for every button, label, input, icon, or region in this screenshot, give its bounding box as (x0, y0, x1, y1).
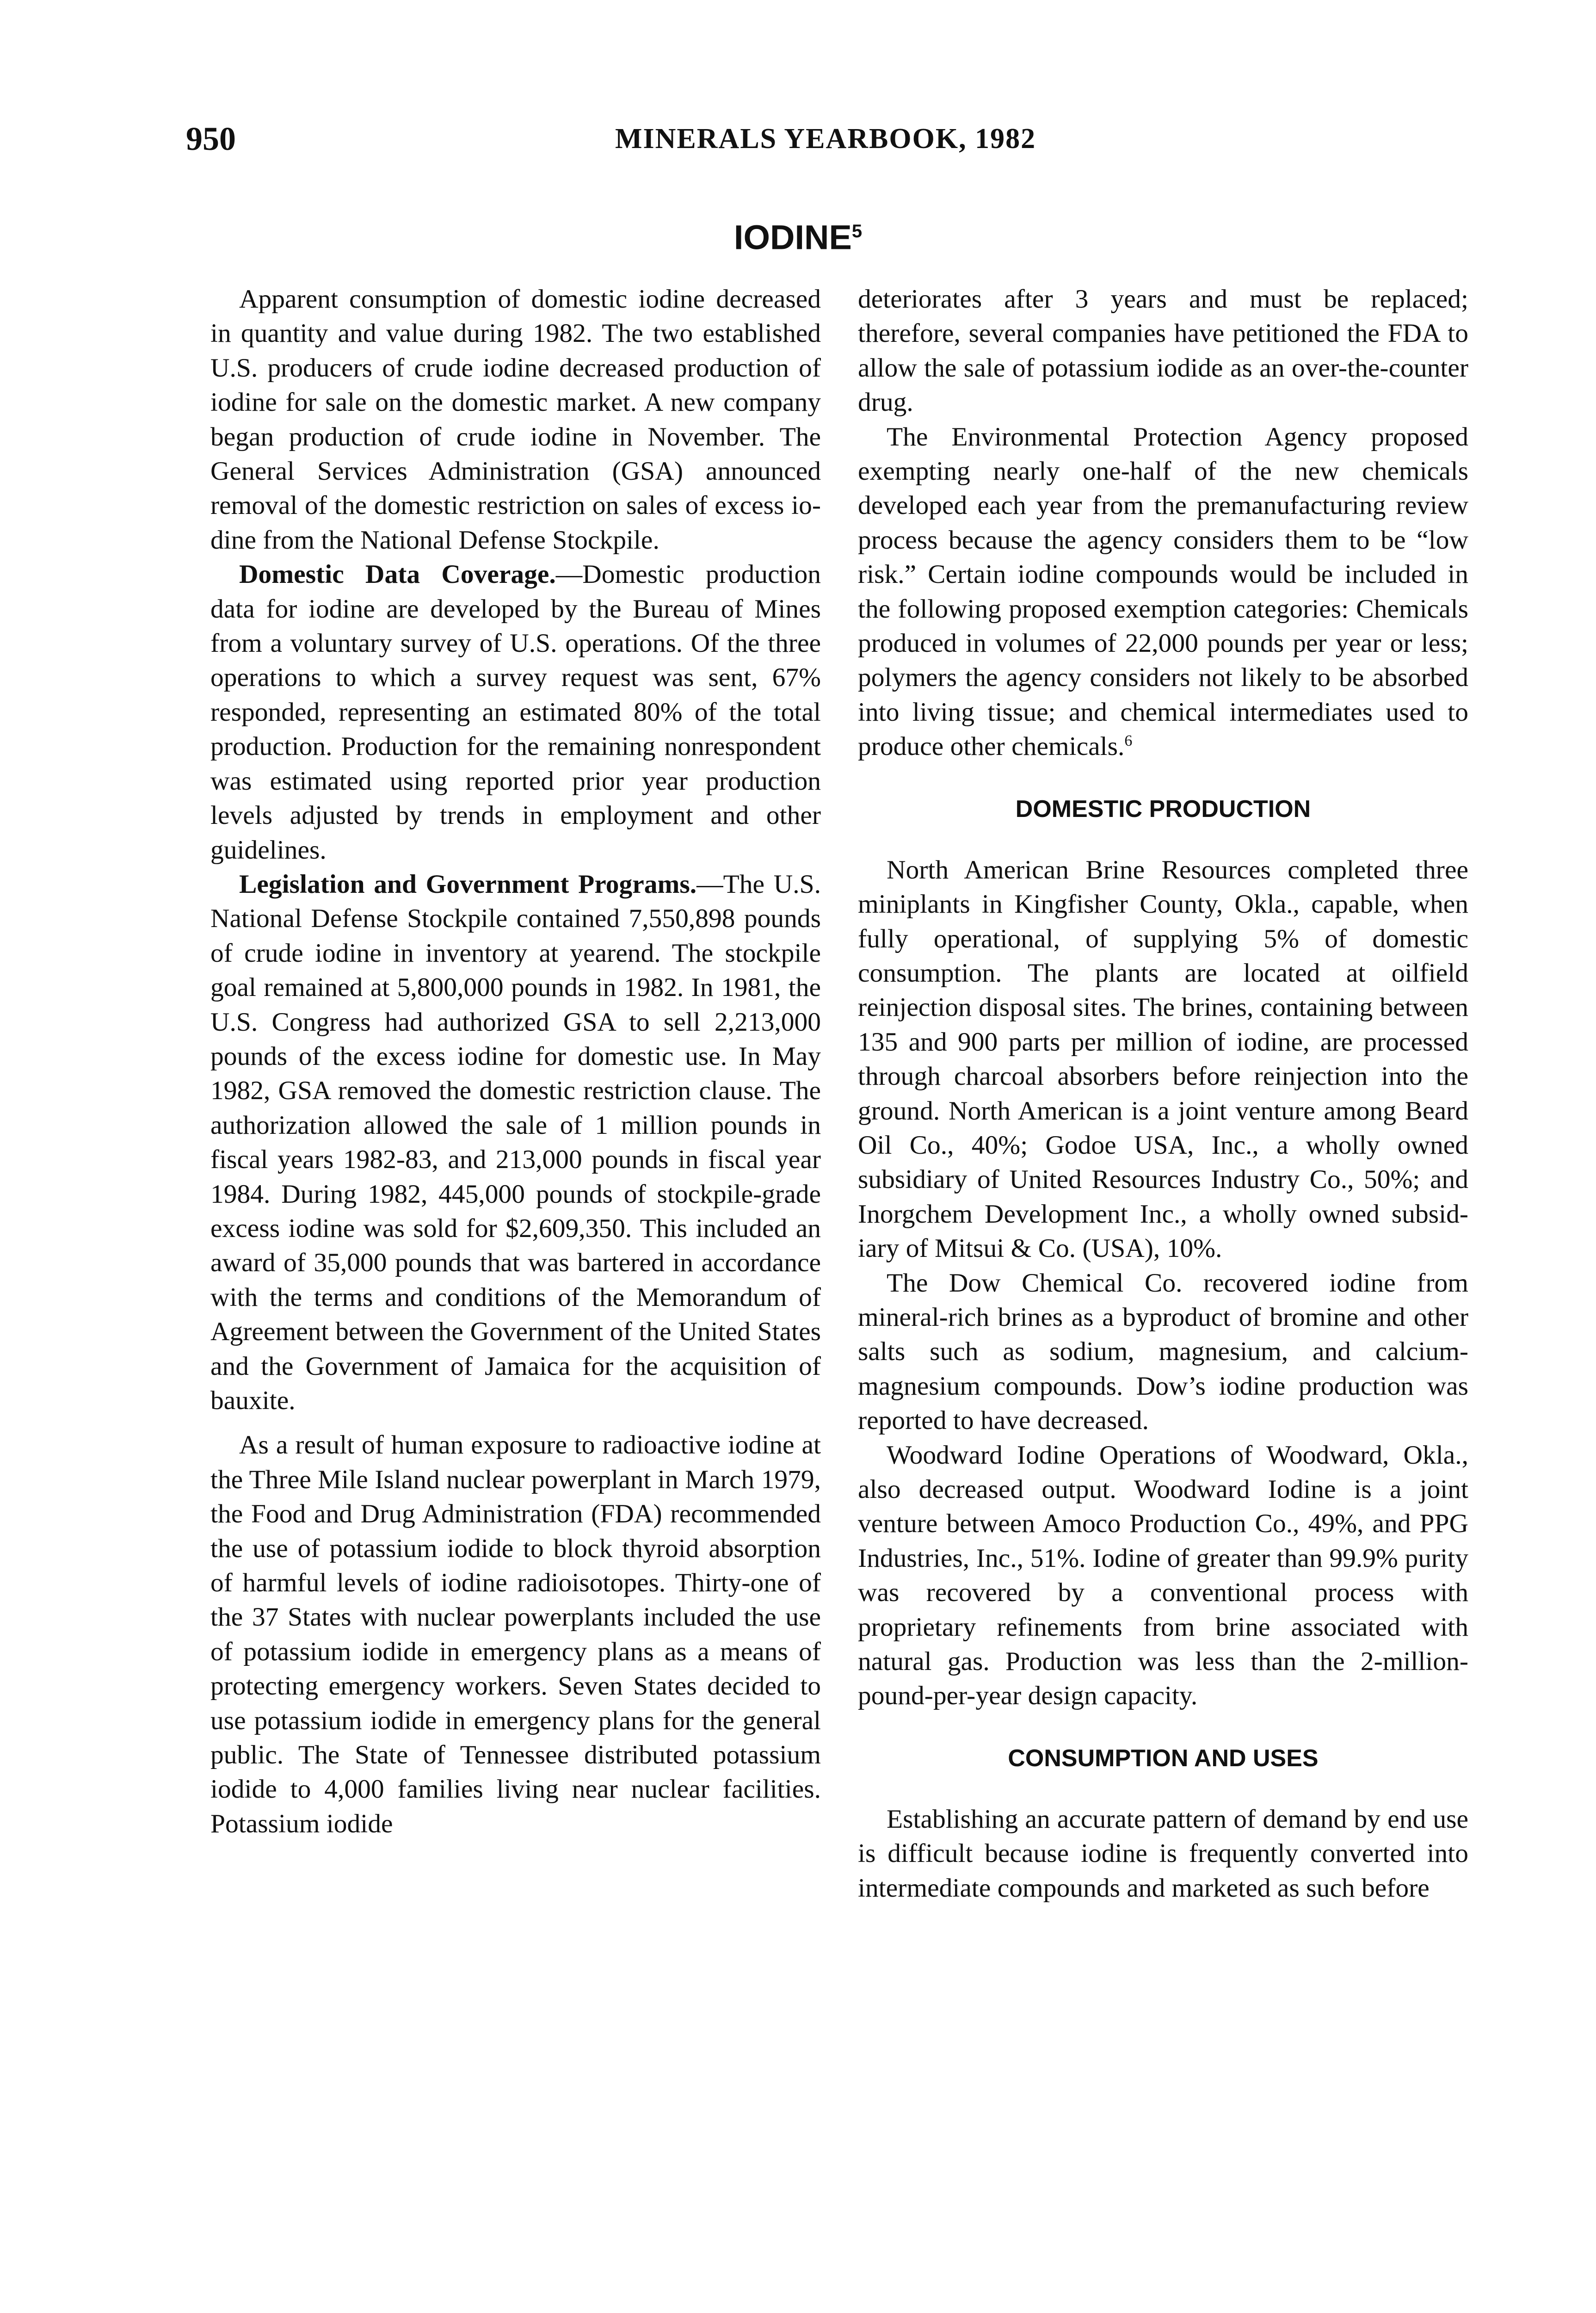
running-head: MINERALS YEARBOOK, 1982 (615, 123, 1036, 155)
left-column (210, 282, 821, 1841)
paragraph-dow-chemical: The Dow Chemical Co. recovered iodine from mineral-rich brines as a byproduct of bromine and other salts such as sodium, magnesium, and calcium-magnesium compounds. Dow’s iodine production was reported to have decreased. (858, 1268, 1468, 1435)
paragraph-legislation (210, 867, 821, 1418)
page-header (0, 118, 1596, 160)
paragraph-text: —The U.S. National Defense Stockpile contained 7,550,898 pounds of crude iodine in inventory at yearend. The stockpile goal remained at 5,800,000 pounds in 1982. In 1981, the U.S. Congress had authorized GSA to sell 2,213,000 pounds of the excess iodine for domestic use. In May 1982, GSA removed the domestic restriction clause. The authorization allowed the sale of 1 million pounds in fiscal years 1982-83, and 213,000 pounds in fiscal year 1984. During 1982, 445,000 pounds of stockpile-grade excess iodine was sold for $2,609,350. This included an award of 35,000 pounds that was bartered in accordance with the terms and conditions of the Memorandum of Agreement between the Government of the United States and the Government of Jamaica for the acquisition of bauxite. (210, 869, 821, 1415)
paragraph-text: The Environmental Protection Agency proposed exempting nearly one-half of the new chemicals developed each year from the premanufacturing review process because the agency considers them to be “low risk.” Certain iodine compounds would be included in the following proposed exemption categories: Chemicals produced in volumes of 22,000 pounds per year or less; polymers the agency considers not likely to be absorbed into living tissue; and chemical intermediates used to produce other chemicals. (858, 422, 1468, 761)
paragraph-three-mile-island: As a result of human exposure to radioactive iodine at the Three Mile Island nuclear powerplant in March 1979, the Food and Drug Administration (FDA) recommended the use of potassium iodide to block thyroid absorption of harmful levels of iodine radioisotopes. Thirty-one of the 37 States with nuclear powerplants included the use of potassium iodide in emergency plans as a means of protecting emergency workers. Seven States decided to use potassium iodide in emergency plans for the general public. The State of Tennessee distributed potassium iodide to 4,000 families living near nuclear facilities. Potassium iodide (210, 1430, 821, 1838)
paragraph-woodward-iodine: Woodward Iodine Operations of Woodward, Okla., also decreased output. Woodward Iodine is a joint venture between Amoco Production Co., 49%, and PPG Industries, Inc., 51%. Iodine of greater than 99.9% purity was recovered by a conventional process with proprietary refinements from brine associated with natural gas. Production was less than the 2-million-pound-per-year design capacity. (858, 1440, 1468, 1711)
section-heading-domestic-production: DOMESTIC PRODUCTION (1015, 795, 1311, 823)
section-heading-consumption-and-uses: CONSUMPTION AND USES (1008, 1744, 1319, 1772)
article-title-text: IODINE (733, 218, 852, 257)
paragraph-consumption: Establishing an accurate pattern of demand by end use is difficult because iodine is frequently converted into intermediate compounds and marketed as such before (858, 1804, 1468, 1903)
paragraph-text: —Domestic production data for iodine are developed by the Bureau of Mines from a voluntary survey of U.S. operations. Of the three operations to which a survey request was sent, 67% responded, representing an estimated 80% of the total production. Production for the remaining nonrespondent was estimated using reported prior year production levels adjusted by trends in employment and other guidelines. (210, 560, 821, 865)
footnote-marker: 6 (1124, 732, 1133, 750)
article-title (0, 210, 1596, 259)
paragraph-epa (858, 420, 1468, 764)
right-column (858, 282, 1468, 1905)
page-number: 950 (186, 120, 236, 157)
paragraph-potassium-iodide-continued: deteriorates after 3 years and must be replaced; therefore, several companies have petitioned the FDA to allow the sale of potassium iodide as an over-the-counter drug. (858, 284, 1468, 417)
run-in-heading-legislation: Legislation and Government Programs. (239, 869, 697, 899)
paragraph-intro: Apparent consumption of domestic iodine decreased in quantity and value during 1982. The two established U.S. producers of crude iodine decreased production of iodine for sale on the domestic market. A new company began production of crude iodine in November. The General Services Administration (GSA) announced removal of the domestic restriction on sales of excess iodine from the National Defense Stockpile. (210, 284, 821, 555)
title-footnote-marker: 5 (851, 221, 863, 241)
paragraph-domestic-data-coverage (210, 557, 821, 867)
paragraph-north-american-brine: North American Brine Resources completed three miniplants in Kingfisher County, Okla., capable, when fully operational, of supplying 5% of domestic consumption. The plants are located at oilfield reinjection disposal sites. The brines, containing between 135 and 900 parts per million of iodine, are processed through charcoal absorbers before reinjection into the ground. North American is a joint venture among Beard Oil Co., 40%; Godoe USA, Inc., a wholly owned subsidiary of United Resources Industry Co., 50%; and Inorgchem Development Inc., a wholly owned subsidiary of Mitsui & Co. (USA), 10%. (858, 855, 1468, 1263)
run-in-heading-domestic-data-coverage: Domestic Data Coverage. (239, 560, 556, 589)
